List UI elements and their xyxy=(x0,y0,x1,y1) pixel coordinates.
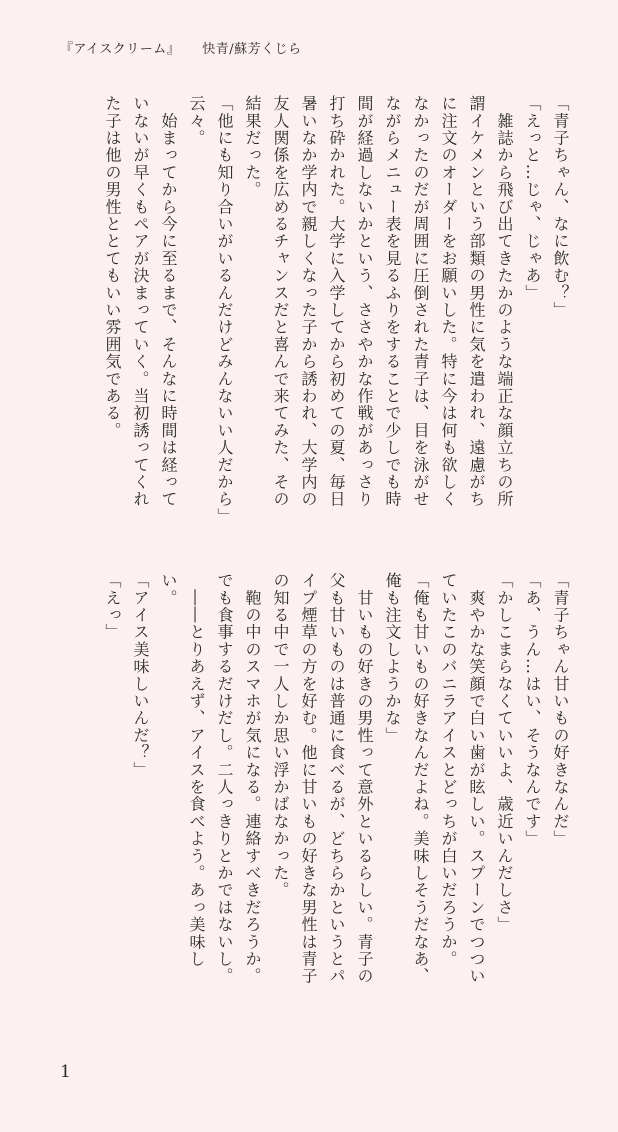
text-line: 「俺も甘いもの好きなんだよね。美味しそうだなあ、 xyxy=(411,572,430,985)
text-line: 爽やかな笑顔で白い歯が眩しい。スプーンでつつい xyxy=(467,572,486,985)
text-line: ながらメニュー表を見るふりをすることで少しでも時 xyxy=(383,95,402,508)
text-line: の知る中で一人しか思い浮かばなかった。 xyxy=(271,572,290,899)
text-line: 友人関係を広めるチャンスだと喜んで来てみた、その xyxy=(271,95,290,508)
text-line: 始まってから今に至るまで、そんなに時間は経って xyxy=(159,95,178,508)
text-line: 暑いなか学内で親しくなった子から誘われ、大学内の xyxy=(299,95,318,508)
text-line: イプ煙草の方を好む。他に甘いもの好きな男性は青子 xyxy=(299,572,318,985)
text-block-2 xyxy=(98,572,574,985)
text-line: 結果だった。 xyxy=(243,95,262,199)
text-line: ていたこのバニラアイスとどっちが白いだろうか。 xyxy=(439,572,458,968)
text-line: 「青子ちゃん甘いもの好きなんだ」 xyxy=(551,572,570,848)
text-line: 甘いもの好きの男性って意外といるらしい。青子の xyxy=(355,572,374,985)
page-number: 1 xyxy=(60,1062,71,1082)
text-line: 俺も注文しようかな」 xyxy=(383,572,402,744)
text-line: い。 xyxy=(159,572,178,607)
text-line: た子は他の男性ととてもいい雰囲気である。 xyxy=(103,95,122,439)
text-line: 「青子ちゃん、なに飲む？」 xyxy=(551,95,570,319)
text-line: ――とりあえず、アイスを食べよう。あっ美味し xyxy=(187,572,206,968)
document-header xyxy=(60,38,302,57)
text-line: 「あ、うん…はい、そうなんです」 xyxy=(523,572,542,848)
text-line: 父も甘いものは普通に食べるが、どちらかというとパ xyxy=(327,572,346,985)
text-line: 打ち砕かれた。大学に入学してから初めての夏、毎日 xyxy=(327,95,346,508)
text-line: でも食事するだけだし。二人っきりとかではないし。 xyxy=(215,572,234,985)
text-line: なかったのだが周囲に圧倒された青子は、目を泳がせ xyxy=(411,95,430,508)
document-author: 快青/蘇芳くじら xyxy=(202,42,302,57)
text-line: 鞄の中のスマホが気になる。連絡すべきだろうか。 xyxy=(243,572,262,985)
text-line: 「えっ」 xyxy=(103,572,122,641)
text-line: に注文のオーダーをお願いした。特に今は何も欲しく xyxy=(439,95,458,508)
text-line: 云々。 xyxy=(187,95,206,147)
text-line: 「かしこまらなくていいよ、歳近いんだしさ」 xyxy=(495,572,514,934)
text-line: 「えっと…じゃ、じゃあ」 xyxy=(523,95,542,302)
document-title: 『アイスクリーム』 xyxy=(60,42,181,57)
text-line: 謂イケメンという部類の男性に気を遣われ、遠慮がち xyxy=(467,95,486,508)
text-line: 「他にも知り合いがいるんだけどみんないい人だから」 xyxy=(215,95,234,525)
text-line: 雑誌から飛び出てきたかのような端正な顔立ちの所 xyxy=(495,95,514,508)
text-block-1 xyxy=(98,95,574,535)
text-line: 間が経過しないかという、ささやかな作戦があっさり xyxy=(355,95,374,508)
text-line: 「アイス美味しいんだ？」 xyxy=(131,572,150,779)
text-line: いないが早くもペアが決まっていく。当初誘ってくれ xyxy=(131,95,150,508)
